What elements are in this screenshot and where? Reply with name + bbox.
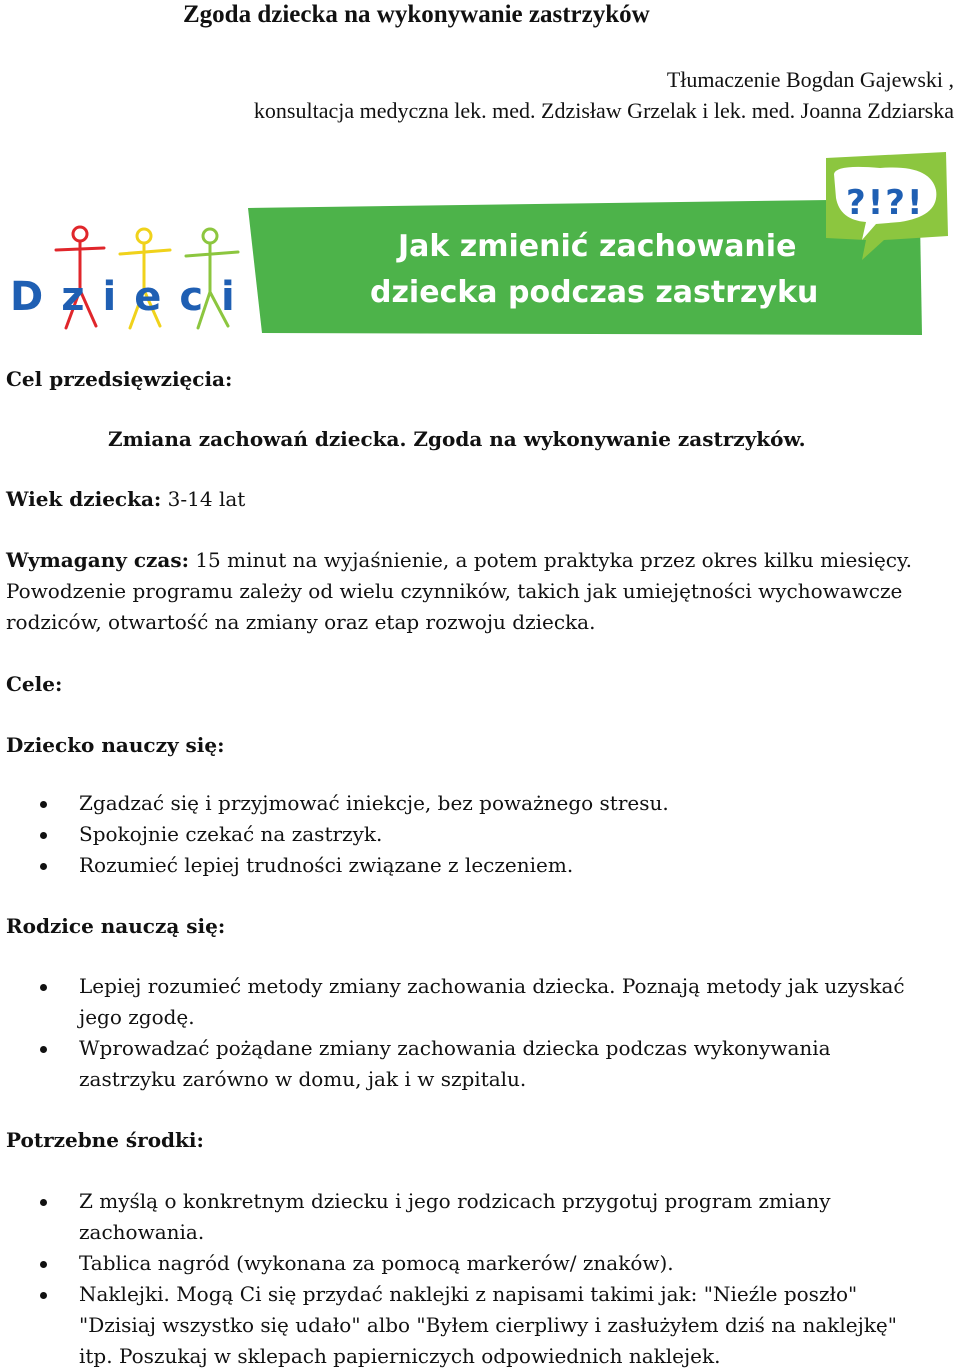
program-banner: [0, 150, 960, 340]
list-item: Naklejki. Mogą Ci się przydać naklejki z napisami takimi jak: "Nieźle poszło" "Dzisiaj wszystko się udało" albo "Byłem cierpliwy i zasłużyłem dziś na naklejkę" itp. Poszukaj w sklepach papierniczych odpowiednich naklejek.: [40, 1279, 920, 1372]
list-item: Lepiej rozumieć metody zmiany zachowania dziecka. Poznają metody jak uzyskać jego zgodę.: [40, 971, 920, 1033]
age-value: 3-14 lat: [161, 487, 246, 511]
credits-line-1: Tłumaczenie Bogdan Gajewski ,: [666, 67, 954, 92]
child-label: Dziecko nauczy się:: [6, 733, 225, 757]
resources-list: [40, 1186, 920, 1372]
document-title: Zgoda dziecka na wykonywanie zastrzyków: [183, 1, 650, 28]
age-row: [6, 484, 951, 515]
list-item: Z myślą o konkretnym dziecku i jego rodzicach przygotuj program zmiany zachowania.: [40, 1186, 920, 1248]
banner-heading-line-1: Jak zmienić zachowanie: [398, 229, 797, 264]
banner-green-band: [248, 200, 922, 335]
banner-heading-line-2: dziecka podczas zastrzyku: [370, 275, 819, 310]
time-label: Wymagany czas:: [6, 548, 189, 572]
purpose-text: Zmiana zachowań dziecka. Zgoda na wykonywanie zastrzyków.: [108, 427, 806, 451]
goals-label: Cele:: [6, 672, 63, 696]
logo-text: Dzieci: [10, 274, 253, 320]
credits-line-2: konsultacja medyczna lek. med. Zdzisław Grzelak i lek. med. Joanna Zdziarska: [253, 98, 954, 123]
resources-label: Potrzebne środki:: [6, 1128, 204, 1152]
list-item: Zgadzać się i przyjmować iniekcje, bez poważnego stresu.: [40, 788, 920, 819]
list-item: Rozumieć lepiej trudności związane z leczeniem.: [40, 850, 920, 881]
purpose-label: Cel przedsięwzięcia:: [6, 367, 233, 391]
list-item: Spokojnie czekać na zastrzyk.: [40, 819, 920, 850]
time-text: 15 minut na wyjaśnienie, a potem praktyka przez okres kilku miesięcy. Powodzenie programu zależy od wielu czynników, takich jak umiejętności wychowawcze rodziców, otwartość na zmiany oraz etap rozwoju dziecka.: [6, 548, 912, 634]
time-paragraph: [6, 545, 951, 638]
bubble-text: ?!?!: [846, 183, 925, 223]
age-label: Wiek dziecka:: [6, 487, 162, 511]
list-item: Tablica nagród (wykonana za pomocą markerów/ znaków).: [40, 1248, 920, 1279]
translation-credits: [254, 64, 954, 126]
parents-label: Rodzice nauczą się:: [6, 914, 226, 938]
child-goals-list: [40, 788, 920, 881]
list-item: Wprowadzać pożądane zmiany zachowania dziecka podczas wykonywania zastrzyku zarówno w domu, jak i w szpitalu.: [40, 1033, 920, 1095]
parents-goals-list: [40, 971, 920, 1095]
